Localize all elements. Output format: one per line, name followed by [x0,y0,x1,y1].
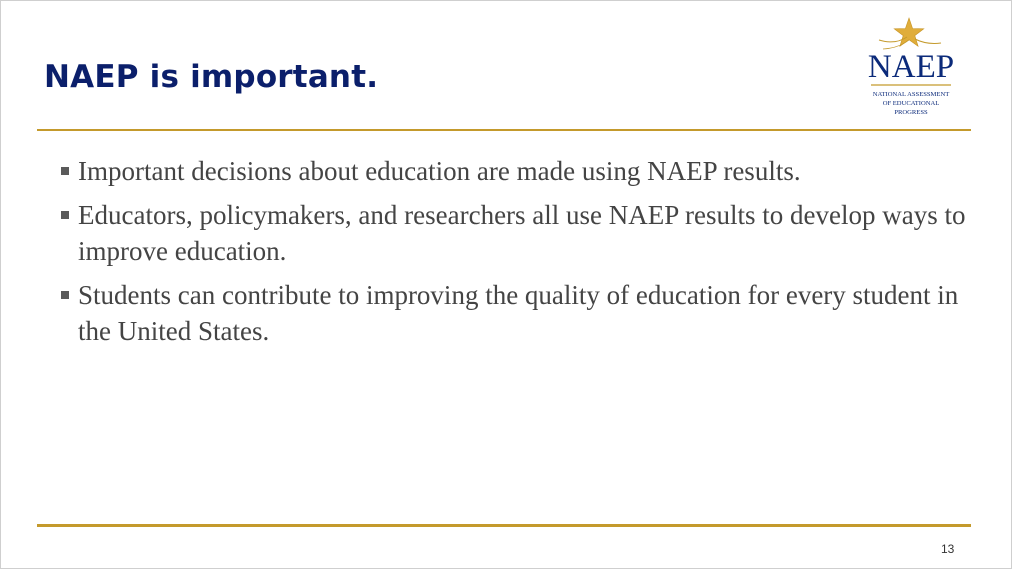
title-divider [37,129,971,131]
page-number: 13 [941,542,955,556]
naep-logo-graphic [865,15,957,121]
swoosh-line [915,39,941,44]
bullet-item [61,153,966,189]
star-icon [894,18,924,46]
bullet-item [61,277,966,349]
bullet-text: Educators, policymakers, and researchers all use NAEP results to develop ways to improve education. [78,200,966,266]
square-bullet-icon [61,211,69,219]
bullet-text: Students can contribute to improving the quality of education for every student in the United States. [78,280,959,346]
slide-title: NAEP is important. [44,59,379,95]
footer-divider [37,524,971,527]
naep-logo [865,15,957,121]
logo-tagline-line1: NATIONAL ASSESSMENT [872,91,950,98]
logo-wordmark: NAEP [867,49,955,85]
logo-tagline-line2: OF EDUCATIONAL [882,100,940,107]
bullet-text: Important decisions about education are made using NAEP results. [78,156,801,186]
bullet-list [61,153,966,357]
square-bullet-icon [61,291,69,299]
square-bullet-icon [61,167,69,175]
bullet-item [61,197,966,269]
logo-tagline-line3: PROGRESS [894,109,928,116]
